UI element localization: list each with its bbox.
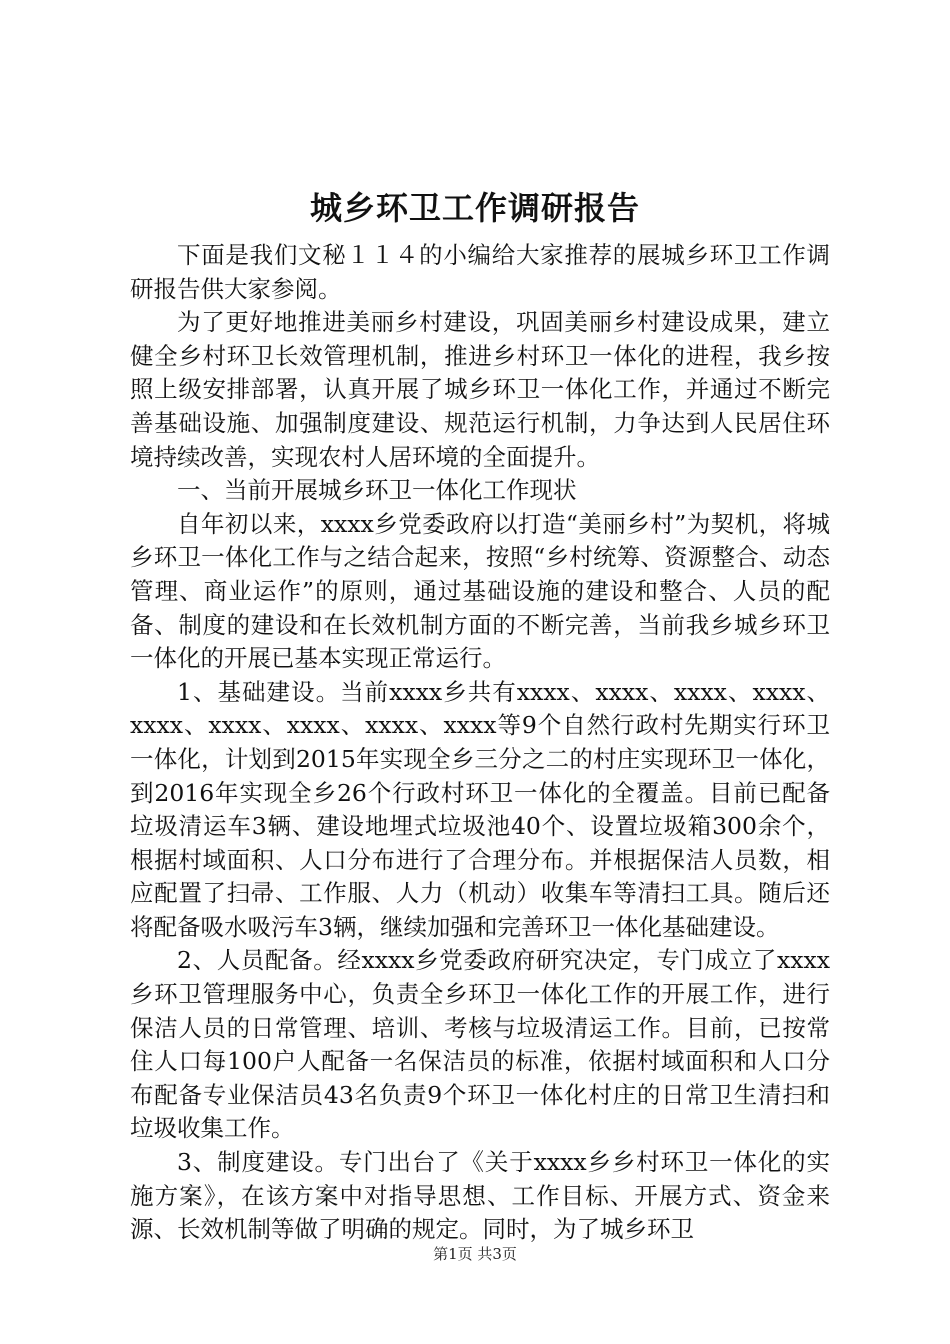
page-footer: 第1页 共3页 [433,1245,517,1263]
staffing-paragraph: 2、人员配备。经xxxx乡党委政府研究决定，专门成立了xxxx乡环卫管理服务中心，负责全乡环卫一体化工作的开展工作，进行保洁人员的日常管理、培训、考核与垃圾清运工作。目前，已按常住人口每100户人配备一名保洁员的标准，依据村域面积和人口分布配备专业保洁员43名负责9个环卫一体化村庄的日常卫生清扫和垃圾收集工作。 [130,946,830,1143]
section-heading: 一、当前开展城乡环卫一体化工作现状 [177,476,577,505]
system-paragraph: 3、制度建设。专门出台了《关于xxxx乡乡村环卫一体化的实施方案》，在该方案中对指导思想、工作目标、开展方式、资金来源、长效机制等做了明确的规定。同时，为了城乡环卫 [130,1148,830,1244]
document-body [130,239,830,1247]
background-paragraph: 为了更好地推进美丽乡村建设，巩固美丽乡村建设成果，建立健全乡村环卫长效管理机制，推进乡村环卫一体化的进程，我乡按照上级安排部署，认真开展了城乡环卫一体化工作，并通过不断完善基础设施、加强制度建设、规范运行机制，力争达到人民居住环境持续改善，实现农村人居环境的全面提升。 [130,308,830,471]
status-paragraph: 自年初以来，xxxx乡党委政府以打造“美丽乡村”为契机，将城乡环卫一体化工作与之结合起来，按照“乡村统筹、资源整合、动态管理、商业运作”的原则，通过基础设施的建设和整合、人员的配备、制度的建设和在长效机制方面的不断完善，当前我乡城乡环卫一体化的开展已基本实现正常运行。 [130,509,830,673]
infrastructure-paragraph: 1、基础建设。当前xxxx乡共有xxxx、xxxx、xxxx、xxxx、xxxx、xxxx、xxxx、xxxx、xxxx等9个自然行政村先期实行环卫一体化，计划到2015年实现全乡三分之二的村庄实现环卫一体化，到2016年实现全乡26个行政村环卫一体化的全覆盖。目前已配备垃圾清运车3辆、建设地埋式垃圾池40个、设置垃圾箱300余个，根据村域面积、人口分布进行了合理分布。并根据保洁人员数，相应配置了扫帚、工作服、人力（机动）收集车等清扫工具。随后还将配备吸水吸污车3辆，继续加强和完善环卫一体化基础建设。 [130,677,830,941]
document-title: 城乡环卫工作调研报告 [309,189,640,227]
intro-paragraph: 下面是我们文秘１１４的小编给大家推荐的展城乡环卫工作调研报告供大家参阅。 [130,241,830,303]
